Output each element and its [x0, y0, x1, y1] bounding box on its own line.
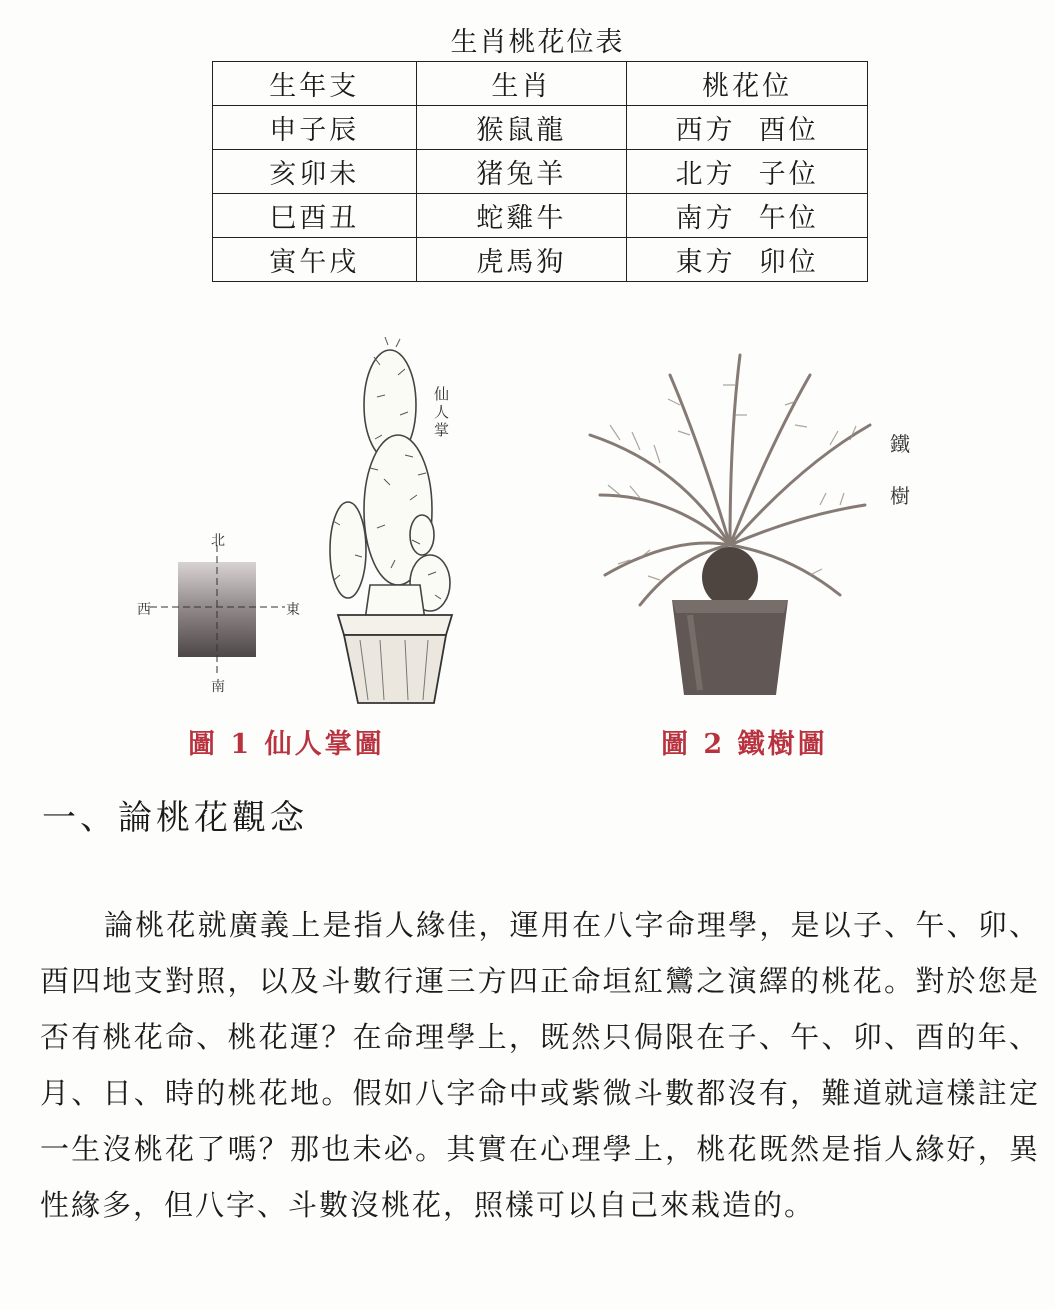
cycad-illustration	[580, 345, 880, 700]
table-header-row	[213, 62, 868, 106]
compass-square-icon	[150, 545, 285, 675]
table-title: 生肖桃花位表	[450, 27, 625, 58]
west-label: 西	[137, 602, 151, 618]
zodiac-peach-blossom-table	[212, 61, 868, 282]
table-header-cell: 桃花位	[627, 62, 868, 106]
table-row	[213, 238, 868, 282]
table-cell: 北方 子位	[627, 150, 868, 194]
body-paragraph: 論桃花就廣義上是指人緣佳，運用在八字命理學，是以子、午、卯、酉四地支對照，以及斗數行運三方四正命垣紅鸞之演繹的桃花。對於您是否有桃花命、桃花運？在命理學上，既然只侷限在子、午、卯、酉的年、月、日、時的桃花地。假如八字命中或紫微斗數都沒有，難道就這樣註定一生沒桃花了嗎？那也未必。其實在心理學上，桃花既然是指人緣好，異性緣多，但八字、斗數沒桃花，照樣可以自己來栽造的。	[40, 908, 1040, 1222]
figure1-caption: 圖 1 仙人掌圖	[188, 729, 385, 760]
cactus-illustration	[310, 335, 480, 715]
figure2-caption: 圖 2 鐵樹圖	[661, 729, 828, 760]
table-cell: 巳酉丑	[213, 194, 417, 238]
table-cell: 申子辰	[213, 106, 417, 150]
south-label: 南	[211, 679, 225, 695]
table-cell: 西方 酉位	[627, 106, 868, 150]
table-header-cell: 生年支	[213, 62, 417, 106]
cycad-label: 鐵樹	[890, 432, 910, 508]
table-cell: 虎馬狗	[416, 238, 627, 282]
table-cell: 猴鼠龍	[416, 106, 627, 150]
table-cell: 寅午戌	[213, 238, 417, 282]
table-row	[213, 150, 868, 194]
table-row	[213, 194, 868, 238]
table-cell: 東方 卯位	[627, 238, 868, 282]
north-label: 北	[211, 533, 225, 549]
east-label: 東	[286, 602, 300, 618]
table-row	[213, 106, 868, 150]
table-cell: 亥卯未	[213, 150, 417, 194]
table-cell: 猪兔羊	[416, 150, 627, 194]
table-cell: 蛇雞牛	[416, 194, 627, 238]
table-header-cell: 生肖	[416, 62, 627, 106]
table-cell: 南方 午位	[627, 194, 868, 238]
section-heading: 一、論桃花觀念	[42, 798, 308, 838]
cactus-label: 仙人掌	[434, 385, 450, 439]
